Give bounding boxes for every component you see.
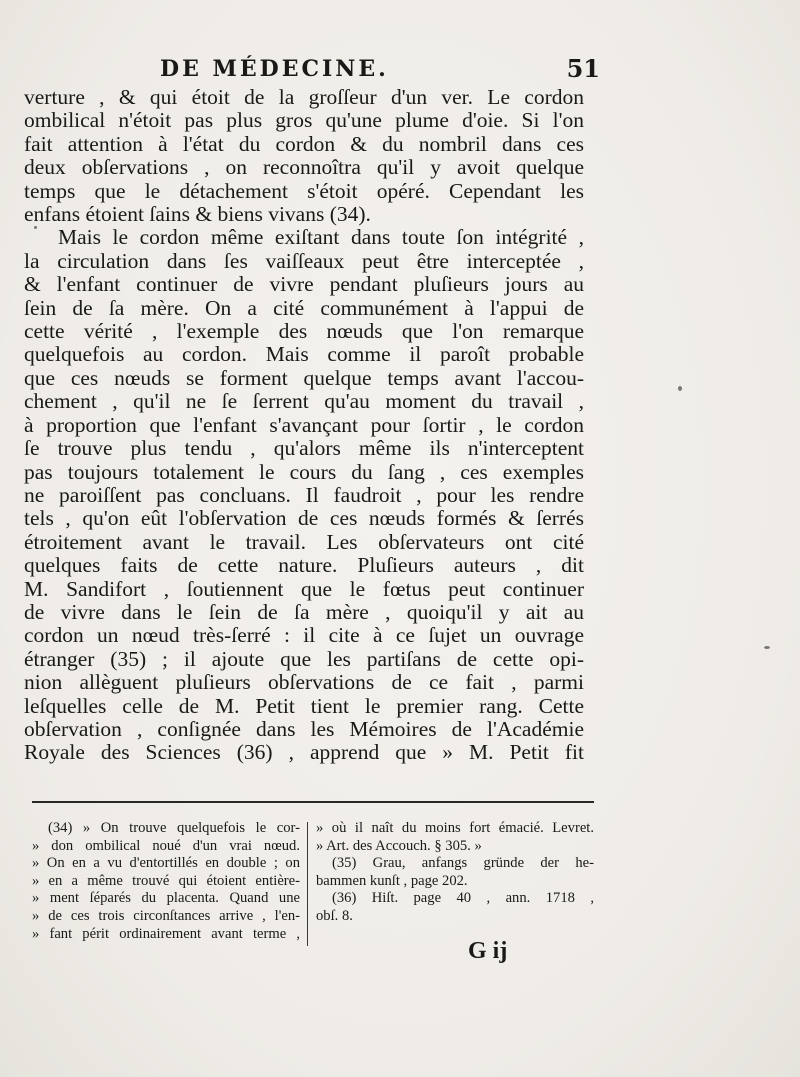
- footnote-line: » don ombilical noué d'un vrai nœud.: [32, 837, 300, 854]
- footnote-line: » On en a vu d'entortillés en double ; on: [32, 855, 300, 872]
- body-line: Mais le cordon même exiſtant dans toute ſon intégrité ,: [58, 225, 584, 250]
- body-line: deux obſervations , on reconnoîtra qu'il y avoit quelque: [24, 155, 584, 180]
- body-line: ombilical n'étoit pas plus gros qu'une plume d'oie. Si l'on: [24, 108, 584, 133]
- footnote-rule: [32, 801, 594, 803]
- body-line: ſe trouve plus tendu , qu'alors même ils n'interceptent: [24, 436, 584, 461]
- footnote-line: » de ces trois circonſtances arrive , l'en-: [32, 907, 300, 924]
- body-line: tels , qu'on eût l'obſervation de ces nœuds formés & ſerrés: [24, 506, 584, 531]
- footnote-line: » Art. des Accouch. § 305. »: [316, 837, 482, 854]
- body-line: pas toujours totalement le cours du ſang , ces exemples: [24, 459, 584, 484]
- body-line: enfans étoient ſains & biens vivans (34).: [24, 202, 371, 227]
- footnote-line: obſ. 8.: [316, 907, 353, 924]
- body-line: temps que le détachement s'étoit opéré. Cependant les: [24, 178, 584, 203]
- body-line: verture , & qui étoit de la groſſeur d'un ver. Le cordon: [24, 85, 584, 109]
- footnote-line: (36) Hiſt. page 40 , ann. 1718 ,: [332, 890, 594, 907]
- page-number: 51: [566, 54, 600, 83]
- body-line: M. Sandifort , ſoutiennent que le fœtus peut continuer: [24, 576, 584, 601]
- footnote-line: (34) » On trouve quelquefois le cor-: [48, 820, 300, 836]
- signature-mark: G ij: [468, 938, 508, 964]
- body-line: que ces nœuds se forment quelque temps avant l'accou-: [24, 365, 584, 390]
- footnotes-left-column: [32, 820, 300, 943]
- body-line: leſquelles celle de M. Petit tient le premier rang. Cette: [24, 693, 584, 718]
- body-line: & l'enfant continuer de vivre pendant pluſieurs jours au: [24, 272, 584, 297]
- body-line: étroitement avant le travail. Les obſervateurs ont cité: [24, 529, 584, 554]
- footnote-line: (35) Grau, anfangs gründe der he-: [332, 855, 594, 872]
- body-line: quelques faits de cette nature. Pluſieurs auteurs , dit: [24, 553, 584, 578]
- body-text: [24, 86, 584, 765]
- body-line: ne paroiſſent pas concluans. Il faudroit , pour les rendre: [24, 482, 584, 507]
- body-line: cordon un nœud très-ſerré : il cite à ce ſujet un ouvrage: [24, 623, 584, 648]
- ink-speck: [764, 646, 770, 649]
- footnotes: [32, 820, 594, 950]
- ink-speck: [34, 226, 37, 229]
- body-line: nion allèguent pluſieurs obſervations de ce fait , parmi: [24, 670, 584, 695]
- running-head: DE MÉDECINE.: [160, 56, 389, 82]
- footnote-line: » en a même trouvé qui étoient entière-: [32, 872, 300, 889]
- body-line: obſervation , conſignée dans les Mémoires de l'Académie: [24, 716, 584, 741]
- footnote-line: bammen kunſt , page 202.: [316, 872, 468, 889]
- body-line: la circulation dans ſes vaiſſeaux peut être interceptée ,: [24, 248, 584, 273]
- body-line: fait attention à l'état du cordon & du nombril dans ces: [24, 131, 584, 156]
- ink-speck: [678, 386, 682, 391]
- footnote-line: » où il naît du moins fort émacié. Levret.: [316, 820, 594, 836]
- body-line: Royale des Sciences (36) , apprend que » M. Petit fit: [24, 740, 584, 765]
- page-header: [160, 52, 600, 88]
- body-line: quelquefois au cordon. Mais comme il paroît probable: [24, 342, 584, 367]
- body-line: à proportion que l'enfant s'avançant pour ſortir , le cordon: [24, 412, 584, 437]
- body-line: étranger (35) ; il ajoute que les partiſans de cette opi-: [24, 646, 584, 671]
- body-line: ſein de ſa mère. On a cité communément à l'appui de: [24, 295, 584, 320]
- footnote-line: » fant périt ordinairement avant terme ,: [32, 925, 300, 942]
- column-divider: [307, 822, 308, 946]
- body-line: de vivre dans le ſein de ſa mère , quoiqu'il y ait au: [24, 599, 584, 624]
- footnote-line: » ment ſéparés du placenta. Quand une: [32, 890, 300, 907]
- body-line: cette vérité , l'exemple des nœuds que l'on remarque: [24, 319, 584, 344]
- footnotes-right-column: [316, 820, 594, 926]
- body-line: chement , qu'il ne ſe ſerrent qu'au moment du travail ,: [24, 389, 584, 414]
